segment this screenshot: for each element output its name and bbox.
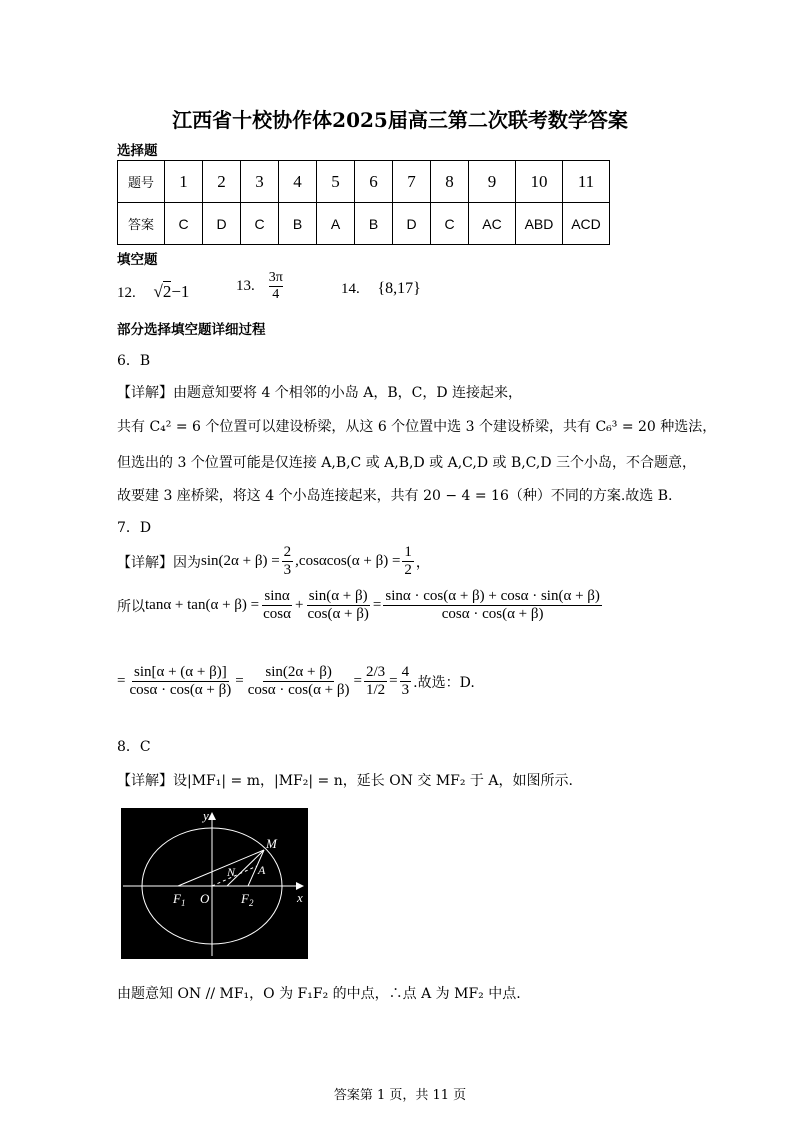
numerator: 3π bbox=[268, 270, 283, 285]
formula: sin(2α + β) = bbox=[201, 553, 280, 570]
formula: = bbox=[117, 673, 126, 690]
fill-answer-14 bbox=[341, 280, 421, 298]
fraction bbox=[400, 664, 412, 700]
question-label: 14. bbox=[341, 281, 360, 297]
figure-background bbox=[121, 808, 308, 959]
question-number: 6 bbox=[355, 161, 393, 203]
numerator: sinα bbox=[262, 588, 291, 606]
denominator: cosα · cos(α + β) bbox=[247, 682, 350, 699]
label-N: N bbox=[227, 865, 236, 879]
answer-cell: C bbox=[241, 203, 279, 245]
detail-heading: 部分选择填空题详细过程 bbox=[117, 322, 266, 338]
numerator: sinα · cos(α + β) + cosα · sin(α + β) bbox=[383, 588, 602, 606]
question-number: 2 bbox=[203, 161, 241, 203]
q7-label: 7．D bbox=[117, 520, 152, 536]
sqrt-symbol: √2 bbox=[153, 282, 172, 301]
radicand: 2 bbox=[162, 282, 172, 301]
answer-cell: C bbox=[431, 203, 469, 245]
formula: ,cosαcos(α + β) = bbox=[295, 553, 401, 570]
answer-cell: ABD bbox=[516, 203, 563, 245]
answer-rest: −1 bbox=[171, 282, 190, 301]
formula: + bbox=[294, 597, 304, 614]
answer-table bbox=[117, 160, 610, 245]
answer-cell: D bbox=[393, 203, 431, 245]
fraction bbox=[246, 664, 352, 700]
document-title: 江西省十校协作体2025届高三第二次联考数学答案 bbox=[172, 108, 628, 132]
numerator: sin(α + β) bbox=[307, 588, 370, 606]
fraction bbox=[127, 664, 233, 700]
answer-cell: ACD bbox=[563, 203, 610, 245]
fraction bbox=[383, 588, 602, 624]
q6-line: 故要建 3 座桥梁，将这 4 个小岛连接起来，共有 20 − 4 = 16（种）不同的方案.故选 B. bbox=[117, 488, 673, 504]
question-number: 3 bbox=[241, 161, 279, 203]
numerator: 2 bbox=[282, 544, 294, 562]
fill-heading: 填空题 bbox=[117, 252, 158, 268]
fraction bbox=[305, 588, 370, 624]
formula: = bbox=[389, 673, 398, 690]
numerator: 1 bbox=[402, 544, 414, 562]
formula: = bbox=[353, 673, 362, 690]
numerator: sin[α + (α + β)] bbox=[132, 664, 229, 682]
fill-answer-12 bbox=[117, 282, 189, 302]
question-label: 12. bbox=[117, 285, 136, 301]
denominator: cosα · cos(α + β) bbox=[441, 606, 544, 623]
fraction bbox=[267, 270, 285, 303]
q7-line bbox=[117, 588, 604, 624]
fill-answer-13 bbox=[236, 270, 287, 303]
fraction bbox=[282, 544, 294, 580]
fraction bbox=[261, 588, 293, 624]
answer-cell: D bbox=[203, 203, 241, 245]
question-number: 8 bbox=[431, 161, 469, 203]
formula: = bbox=[235, 673, 244, 690]
label-A: A bbox=[258, 863, 266, 877]
question-number: 11 bbox=[563, 161, 610, 203]
label-F1-sub: 1 bbox=[180, 898, 186, 908]
choice-heading: 选择题 bbox=[117, 143, 158, 159]
denominator: 4 bbox=[272, 287, 280, 303]
label-F1-main: F bbox=[173, 891, 181, 906]
denominator: 3 bbox=[401, 682, 410, 699]
q7-line bbox=[117, 664, 475, 700]
question-label: 13. bbox=[236, 278, 255, 295]
text: 所以 bbox=[117, 598, 145, 615]
answer-cell: C bbox=[165, 203, 203, 245]
answer-cell: B bbox=[355, 203, 393, 245]
fraction bbox=[364, 664, 387, 700]
question-number: 10 bbox=[516, 161, 563, 203]
denominator: 3 bbox=[283, 562, 292, 579]
denominator: cosα bbox=[263, 606, 291, 623]
row-label-answer: 答案 bbox=[118, 203, 165, 245]
denominator: cosα · cos(α + β) bbox=[129, 682, 232, 699]
label-F2-main: F bbox=[241, 891, 249, 906]
label-y: y bbox=[203, 808, 209, 823]
question-number: 9 bbox=[469, 161, 516, 203]
ellipse-figure bbox=[121, 808, 308, 959]
answer-cell: B bbox=[279, 203, 317, 245]
page-footer: 答案第 1 页，共 11 页 bbox=[333, 1088, 467, 1103]
text: ， bbox=[415, 554, 430, 571]
answer-value: {8,17} bbox=[377, 280, 421, 297]
numerator: sin(2α + β) bbox=[263, 664, 333, 682]
denominator: 1/2 bbox=[366, 682, 386, 699]
question-number: 7 bbox=[393, 161, 431, 203]
label-O: O bbox=[200, 891, 210, 906]
text: 【详解】因为 bbox=[117, 554, 201, 571]
denominator: cos(α + β) bbox=[307, 606, 369, 623]
q6-line: 共有 C₄² = 6 个位置可以建设桥梁，从这 6 个位置中选 3 个建设桥梁，共有 C₆³ = 20 种选法， bbox=[117, 419, 717, 435]
label-M: M bbox=[266, 836, 277, 851]
question-number: 4 bbox=[279, 161, 317, 203]
numerator: 2/3 bbox=[364, 664, 387, 682]
table-row bbox=[118, 161, 610, 203]
answer-cell: AC bbox=[469, 203, 516, 245]
q8-label: 8．C bbox=[117, 739, 151, 755]
question-number: 1 bbox=[165, 161, 203, 203]
text: .故选：D. bbox=[413, 674, 475, 691]
denominator: 2 bbox=[404, 562, 412, 579]
row-label-number: 题号 bbox=[118, 161, 165, 203]
q8-line: 【详解】设|MF₁| = m，|MF₂| = n，延长 ON 交 MF₂ 于 A，如图所示. bbox=[117, 773, 573, 789]
q8-line: 由题意知 ON // MF₁，O 为 F₁F₂ 的中点，∴点 A 为 MF₂ 中点. bbox=[117, 986, 521, 1002]
formula: tanα + tan(α + β) = bbox=[145, 597, 260, 614]
label-F2-sub: 2 bbox=[248, 898, 254, 908]
q7-line bbox=[117, 544, 430, 580]
q6-label: 6．B bbox=[117, 353, 151, 369]
numerator: 4 bbox=[400, 664, 412, 682]
label-x: x bbox=[297, 890, 303, 905]
fraction bbox=[402, 544, 414, 580]
q6-line: 【详解】由题意知要将 4 个相邻的小岛 A，B，C，D 连接起来， bbox=[117, 385, 523, 401]
question-number: 5 bbox=[317, 161, 355, 203]
table-row bbox=[118, 203, 610, 245]
formula: = bbox=[372, 597, 382, 614]
answer-cell: A bbox=[317, 203, 355, 245]
q6-line: 但选出的 3 个位置可能是仅连接 A,B,C 或 A,B,D 或 A,C,D 或 B,C,D 三个小岛，不合题意， bbox=[117, 455, 697, 471]
